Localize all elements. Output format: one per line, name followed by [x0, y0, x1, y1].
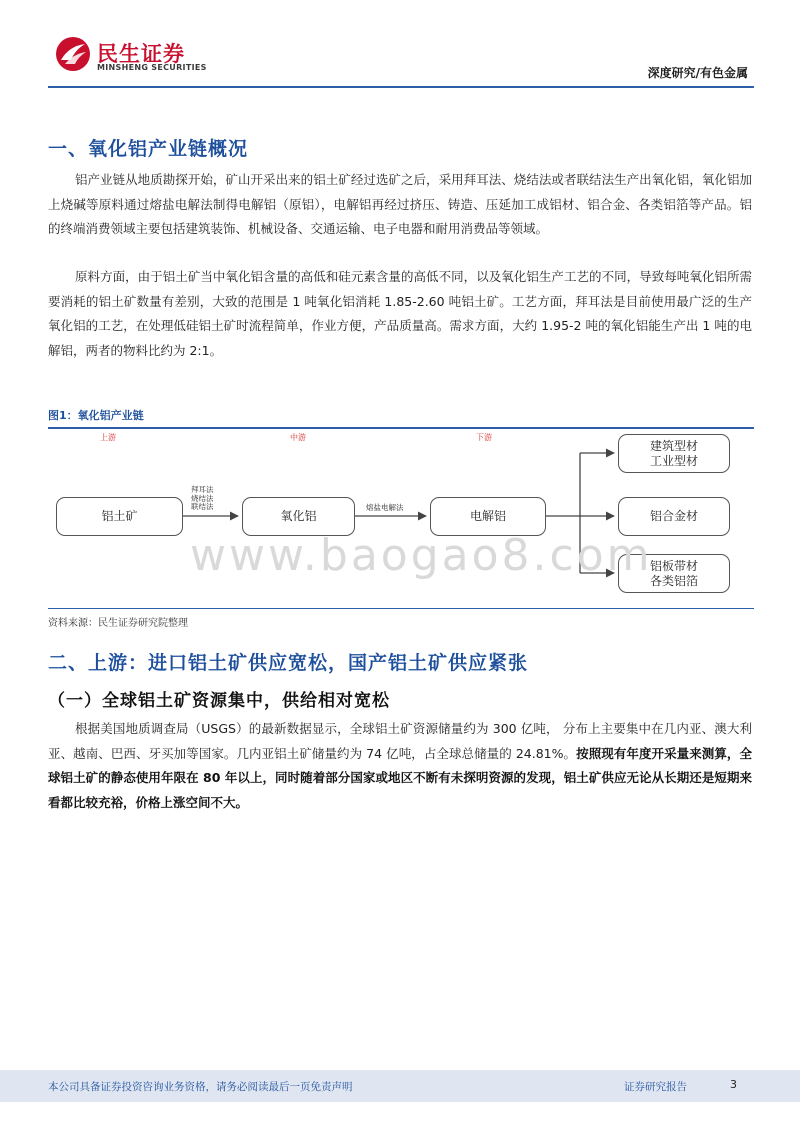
process-combined: 联结法 — [191, 502, 214, 511]
figure-bottom-rule — [48, 608, 754, 609]
stage-label-upstream: 上游 — [100, 433, 116, 442]
process-sintering: 烧结法 — [191, 493, 214, 503]
section2-paragraph — [48, 717, 752, 815]
node-electrolytic-aluminum: 电解铝 — [430, 497, 546, 536]
section2-heading: 二、上游：进口铝土矿供应宽松，国产铝土矿供应紧张 — [48, 652, 529, 674]
figure-top-rule — [48, 427, 754, 429]
node-aluminum-foil: 各类铝箔 — [649, 573, 698, 588]
node-bauxite: 铝土矿 — [56, 497, 183, 536]
process-labels — [191, 486, 214, 512]
figure-source: 资料来源：民生证券研究院整理 — [48, 618, 188, 629]
logo-english-name: MINSHENG SECURITIES — [97, 63, 207, 72]
watermark: www.baogao8.com — [190, 530, 653, 581]
section1-paragraph-1: 铝产业链从地质勘探开始，矿山开采出来的铝土矿经过选矿之后，采用拜耳法、烧结法或者联结法生产出氧化铝，氧化铝加上烧碱等原料通过熔盐电解法制得电解铝（原铝），电解铝再经过挤压、铸造、压延加工成铝材、铝合金、各类铝箔等产品。铝的终端消费领域主要包括建筑装饰、机械设备、交通运输、电子电器和耐用消费品等领域。 — [48, 172, 752, 236]
section2-subheading: （一）全球铝土矿资源集中，供给相对宽松 — [48, 691, 390, 711]
section1-paragraph-2: 原料方面，由于铝土矿当中氧化铝含量的高低和硅元素含量的高低不同，以及氧化铝生产工艺的不同，导致每吨氧化铝所需要消耗的铝土矿数量有差别，大致的范围是 1 吨氧化铝消耗 1.85-2.60 吨铝土矿。工艺方面，拜耳法是目前使用最广泛的生产氧化铝的工艺，在处理低硅铝土矿时流程简单，作业方便，产品质量高。需求方面，大约 1.95-2 吨的氧化铝能生产出 1 吨的电解铝，两者的物料比约为 2:1。 — [48, 269, 752, 358]
stage-label-midstream: 中游 — [290, 433, 306, 442]
node-alumina: 氧化铝 — [242, 497, 355, 536]
footer-report-type: 证券研究报告 — [624, 1081, 687, 1093]
node-aluminum-sheet: 铝板带材 — [649, 558, 698, 573]
stage-label-downstream: 下游 — [476, 433, 492, 442]
node-industrial-profile: 工业型材 — [649, 453, 698, 468]
node-profiles — [618, 434, 730, 473]
logo-chinese-name: 民生证券 — [97, 42, 185, 66]
section1-heading: 一、氧化铝产业链概况 — [48, 138, 249, 160]
footer-disclaimer: 本公司具备证券投资咨询业务资格，请务必阅读最后一页免责声明 — [48, 1081, 353, 1093]
process-molten-salt: 熔盐电解法 — [366, 503, 404, 512]
paragraph-bold-text: 按照现有年度开采量来测算，全球铝土矿的静态使用年限在 80 年以上，同时随着部分国家或地区不断有未探明资源的发现，铝土矿供应无论从长期还是短期来看都比较充裕，价格上涨空间不大。 — [48, 745, 752, 810]
paragraph-regular-text: 根据美国地质调查局（USGS）的最新数据显示，全球铝土矿资源储量约为 300 亿吨， 分布上主要集中在几内亚、澳大利亚、越南、巴西、牙买加等国家。几内亚铝土矿储量约为 74 亿吨，占全球总储量的 24.81%。 — [48, 721, 752, 761]
page-number: 3 — [730, 1078, 737, 1091]
minsheng-logo-icon — [55, 36, 91, 72]
report-category: 深度研究/有色金属 — [647, 66, 748, 80]
node-building-profile: 建筑型材 — [649, 438, 698, 453]
figure-title: 图1：氧化铝产业链 — [48, 409, 144, 422]
node-aluminum-alloy: 铝合金材 — [618, 497, 730, 536]
header-divider — [48, 86, 754, 88]
process-bayer: 拜耳法 — [191, 485, 214, 494]
